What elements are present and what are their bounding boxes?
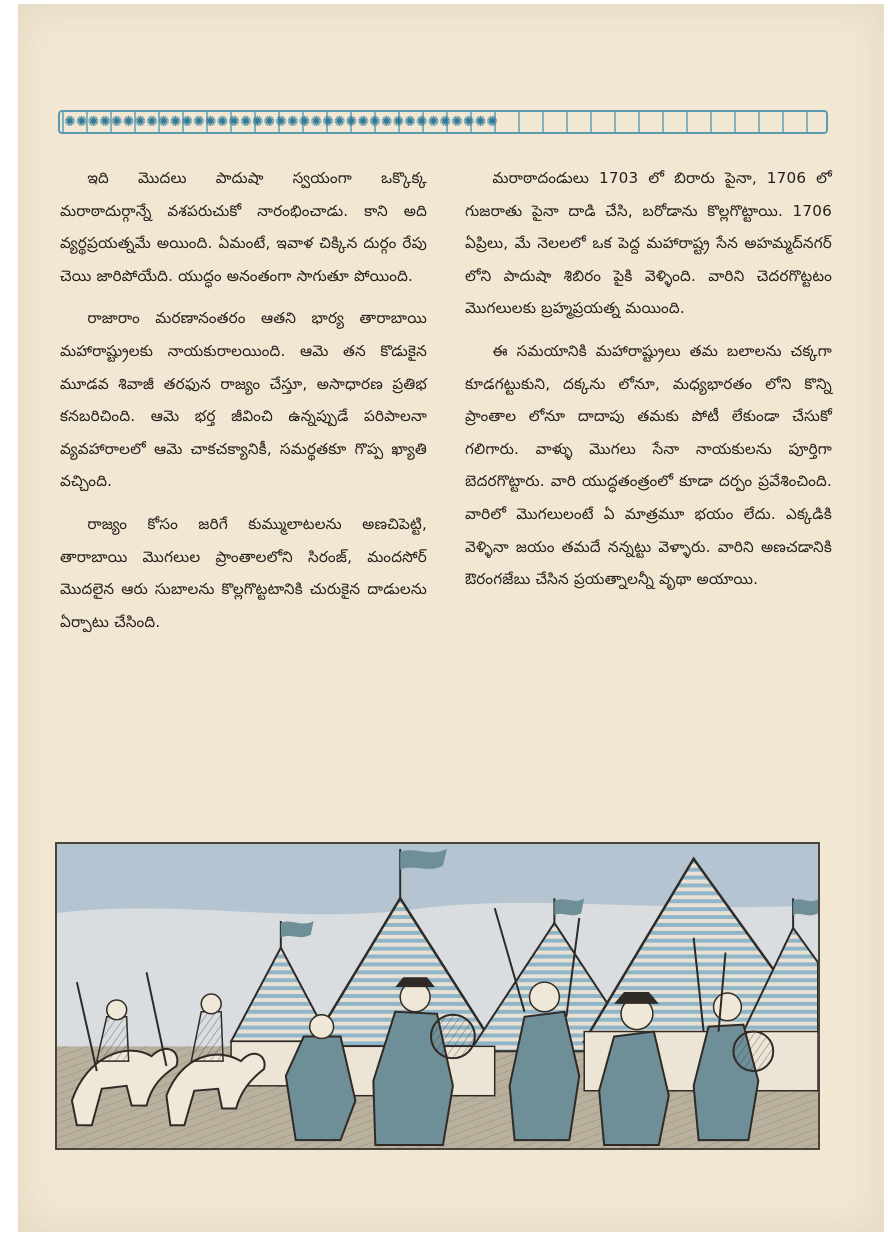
scan-edge — [0, 0, 18, 1234]
paragraph: ఈ సమయానికి మహారాష్ట్రులు తమ బలాలను చక్కగా కూడగట్టుకుని, దక్కను లోనూ, మధ్యభారతం లోని కొన్ని ప్రాంతాల లోనూ దాదాపు తమకు పోటీ లేకుండా చేసుకో గలిగారు. వాళ్ళు మొగలు సేనా నాయకులను పూర్తిగా బెదరగొట్టారు. వారి యుద్ధతంత్రంలో కూడా దర్పం ప్రవేశించింది. వారిలో మొగలులంటే ఏ మాత్రమూ భయం లేదు. ఎక్కడికి వెళ్ళినా జయం తమదే నన్నట్టు వెళ్ళారు. వారిని అణచడానికి ఔరంగజేబు చేసిన ప్రయత్నాలన్నీ వృథా అయాయి. — [465, 341, 832, 589]
paragraph: మరాఠాదండులు 1703 లో బిరారు పైనా, 1706 లో గుజరాతు పైనా దాడి చేసి, బరోడాను కొల్లగొట్టాయి. 1706 ఏప్రిలు, మే నెలలలో ఒక పెద్ద మహారాష్ట్ర సేన అహమ్మద్‌నగర్ లోని పాదుషా శిబిరం పైకి వెళ్ళింది. వారిని చెదరగొట్టటం మొగలులకు బ్రహ్మప్రయత్న మయింది. — [465, 169, 832, 318]
paragraph: ఇది మొదలు పాదుషా స్వయంగా ఒక్కొక్క మరాఠాదుర్గాన్నే వశపరుచుకో నారంభించాడు. కాని అది వ్యర్థప్రయత్నమే అయింది. ఏమంటే, ఇవాళ చిక్కిన దుర్గం రేపు చెయి జారిపోయేది. యుద్ధం అనంతంగా సాగుతూ పోయింది. — [60, 169, 427, 285]
battle-illustration — [55, 842, 820, 1150]
battle-illustration-art — [57, 844, 818, 1148]
decorative-border-pattern: ✺✺✺✺✺✺✺✺✺✺✺✺✺✺✺✺✺✺✺✺✺✺✺✺✺✺✺✺✺✺✺✺✺✺✺✺✺ — [64, 114, 499, 130]
left-column — [60, 162, 427, 802]
decorative-border-band — [58, 110, 828, 134]
paragraph: రాజారాం మరణానంతరం ఆతని భార్య తారాబాయి మహారాష్ట్రులకు నాయకురాలయింది. ఆమె తన కొడుకైన మూడవ శివాజీ తరఫున రాజ్యం చేస్తూ, అసాధారణ ప్రతిభ కనబరిచింది. ఆమె భర్త జీవించి ఉన్నప్పుడే పరిపాలనా వ్యవహారాలలో ఆమె చాకచక్యానికీ, సమర్థతకూ గొప్ప ఖ్యాతి వచ్చింది. — [60, 309, 427, 491]
right-column — [465, 162, 832, 802]
text-columns — [60, 162, 832, 802]
paragraph: రాజ్యం కోసం జరిగే కుమ్ములాటలను అణచిపెట్టి, తారాబాయి మొగలుల ప్రాంతాలలోని సిరంజ్, మందసోర్ మొదలైన ఆరు సుబాలను కొల్లగొట్టటానికి చురుకైన దాడులను ఏర్పాటు చేసింది. — [60, 514, 427, 631]
